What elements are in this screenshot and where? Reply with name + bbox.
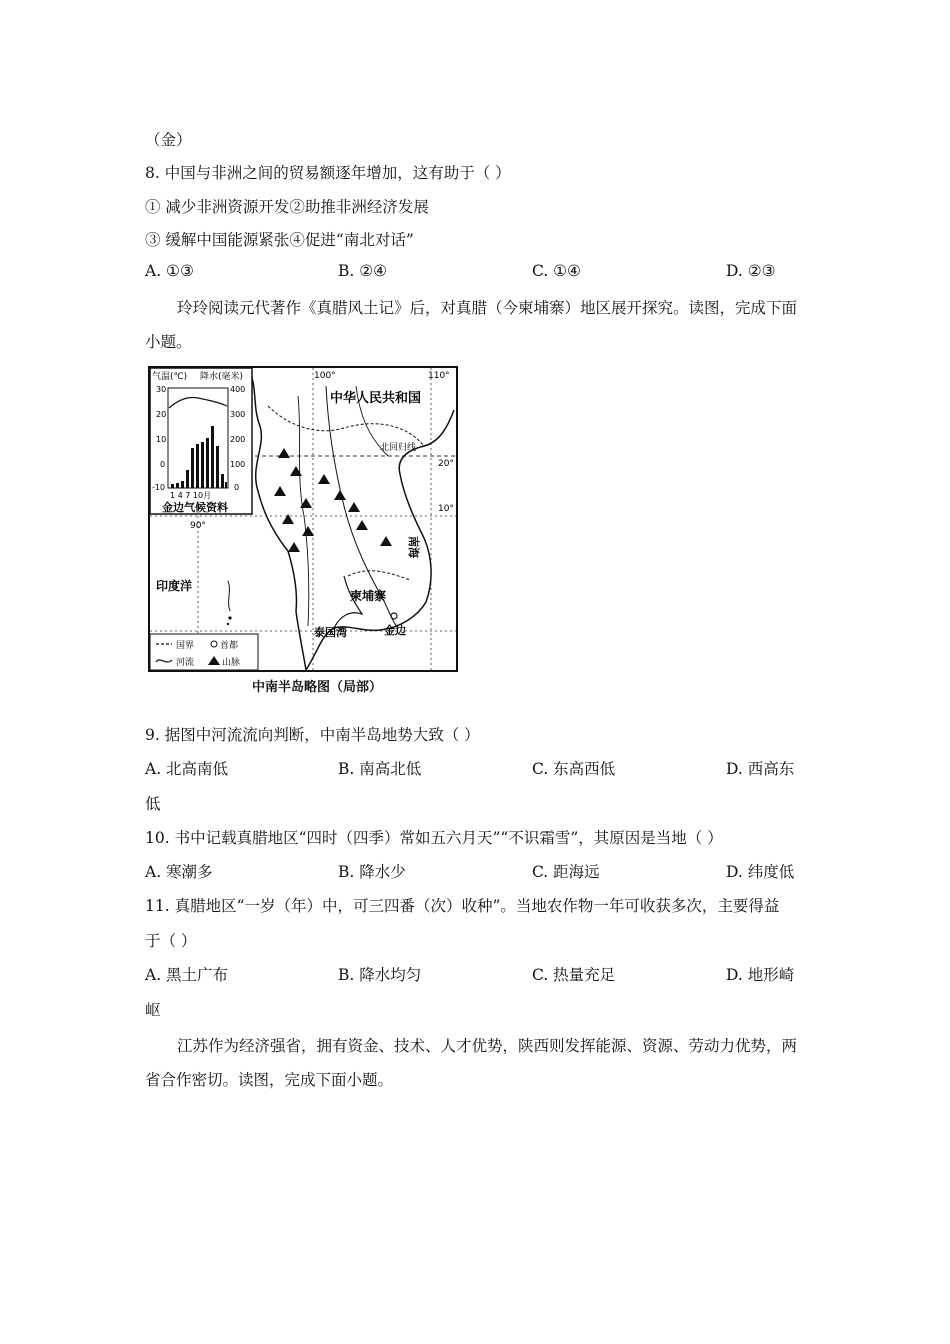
q8-option-c[interactable]: C. ①④ [532, 262, 581, 280]
q11-option-d-wrap: 岖 [145, 1001, 161, 1019]
q10-option-b[interactable]: B. 降水少 [338, 863, 406, 881]
precip-tick: 0 [234, 483, 240, 492]
q8-statement-2: ③ 缓解中国能源紧张④促进“南北对话” [145, 231, 414, 249]
temp-tick: -10 [152, 483, 166, 492]
tropic-label: 北回归线 [380, 443, 417, 453]
q9-option-d-wrap: 低 [145, 795, 161, 813]
q9-option-b[interactable]: B. 南高北低 [338, 760, 422, 778]
precip-tick: 100 [230, 460, 246, 469]
q10-option-a[interactable]: A. 寒潮多 [145, 863, 213, 881]
indochina-map [148, 366, 458, 672]
map-caption: 中南半岛略图（局部） [252, 680, 383, 695]
climate-precip-label: 降水(毫米) [200, 372, 244, 382]
passage1-line1: 玲玲阅读元代著作《真腊风土记》后，对真腊（今柬埔寨）地区展开探究。读图，完成下面 [177, 299, 798, 317]
q9-option-c[interactable]: C. 东高西低 [532, 760, 616, 778]
q10-stem: 10. 书中记载真腊地区“四时（四季）常如五六月天”“不识霜雪”，其原因是当地（ ） [145, 829, 723, 847]
q11-stem-cont: 于（ ） [145, 932, 197, 950]
q10-option-c[interactable]: C. 距海远 [532, 863, 600, 881]
temp-tick: 10 [156, 435, 167, 444]
precip-tick: 400 [230, 385, 246, 394]
q8-option-b[interactable]: B. ②④ [338, 262, 388, 280]
label-indian-ocean: 印度洋 [156, 579, 193, 593]
passage2-line2: 省合作密切。读图，完成下面小题。 [145, 1071, 394, 1089]
q11-option-c[interactable]: C. 热量充足 [532, 966, 616, 984]
climate-month-ticks: 1 4 7 10月 [170, 491, 212, 500]
label-cambodia: 柬埔寨 [350, 589, 387, 603]
q11-option-b[interactable]: B. 降水均匀 [338, 966, 422, 984]
q10-option-d[interactable]: D. 纬度低 [726, 863, 795, 881]
lon-90-label: 90° [190, 521, 206, 531]
legend-mountain: 山脉 [222, 658, 241, 668]
climate-title: 金边气候资料 [162, 501, 228, 514]
q9-stem: 9. 据图中河流流向判断，中南半岛地势大致（ ） [145, 726, 480, 744]
passage2-line1: 江苏作为经济强省，拥有资金、技术、人才优势，陕西则发挥能源、资源、劳动力优势，两 [177, 1037, 798, 1055]
label-south-china-sea: 南海 [407, 536, 420, 558]
q8-stem: 8. 中国与非洲之间的贸易额逐年增加，这有助于（ ） [145, 164, 511, 182]
label-phnom-penh: 金边 [384, 624, 406, 637]
precip-tick: 300 [230, 410, 246, 419]
prev-answer-tail: （金） [145, 131, 192, 149]
legend-capital: 首都 [220, 641, 239, 651]
passage1-line2: 小题。 [145, 333, 192, 351]
q8-option-a[interactable]: A. ①③ [145, 262, 194, 280]
legend-border: 国界 [176, 641, 195, 651]
q9-option-a[interactable]: A. 北高南低 [145, 760, 229, 778]
q11-option-d[interactable]: D. 地形崎 [726, 966, 795, 984]
temp-tick: 30 [156, 385, 167, 394]
lon-110-label: 110° [428, 371, 450, 381]
precip-tick: 200 [230, 435, 246, 444]
label-gulf: 泰国湾 [314, 626, 347, 639]
label-china: 中华人民共和国 [330, 391, 422, 406]
q11-stem: 11. 真腊地区“一岁（年）中，可三四番（次）收种”。当地农作物一年可收获多次，主要得益 [145, 897, 780, 915]
q9-option-d[interactable]: D. 西高东 [726, 760, 795, 778]
q8-option-d[interactable]: D. ②③ [726, 262, 776, 280]
climate-temp-label: 气温(℃) [152, 372, 188, 382]
lon-100-label: 100° [314, 371, 336, 381]
lat-10-label: 10° [438, 504, 454, 514]
q11-option-a[interactable]: A. 黑土广布 [145, 966, 229, 984]
lat-20-label: 20° [438, 459, 454, 469]
temp-tick: 20 [156, 410, 167, 419]
legend-river: 河流 [176, 658, 195, 668]
temp-tick: 0 [160, 460, 166, 469]
q8-statement-1: ① 减少非洲资源开发②助推非洲经济发展 [145, 198, 429, 216]
